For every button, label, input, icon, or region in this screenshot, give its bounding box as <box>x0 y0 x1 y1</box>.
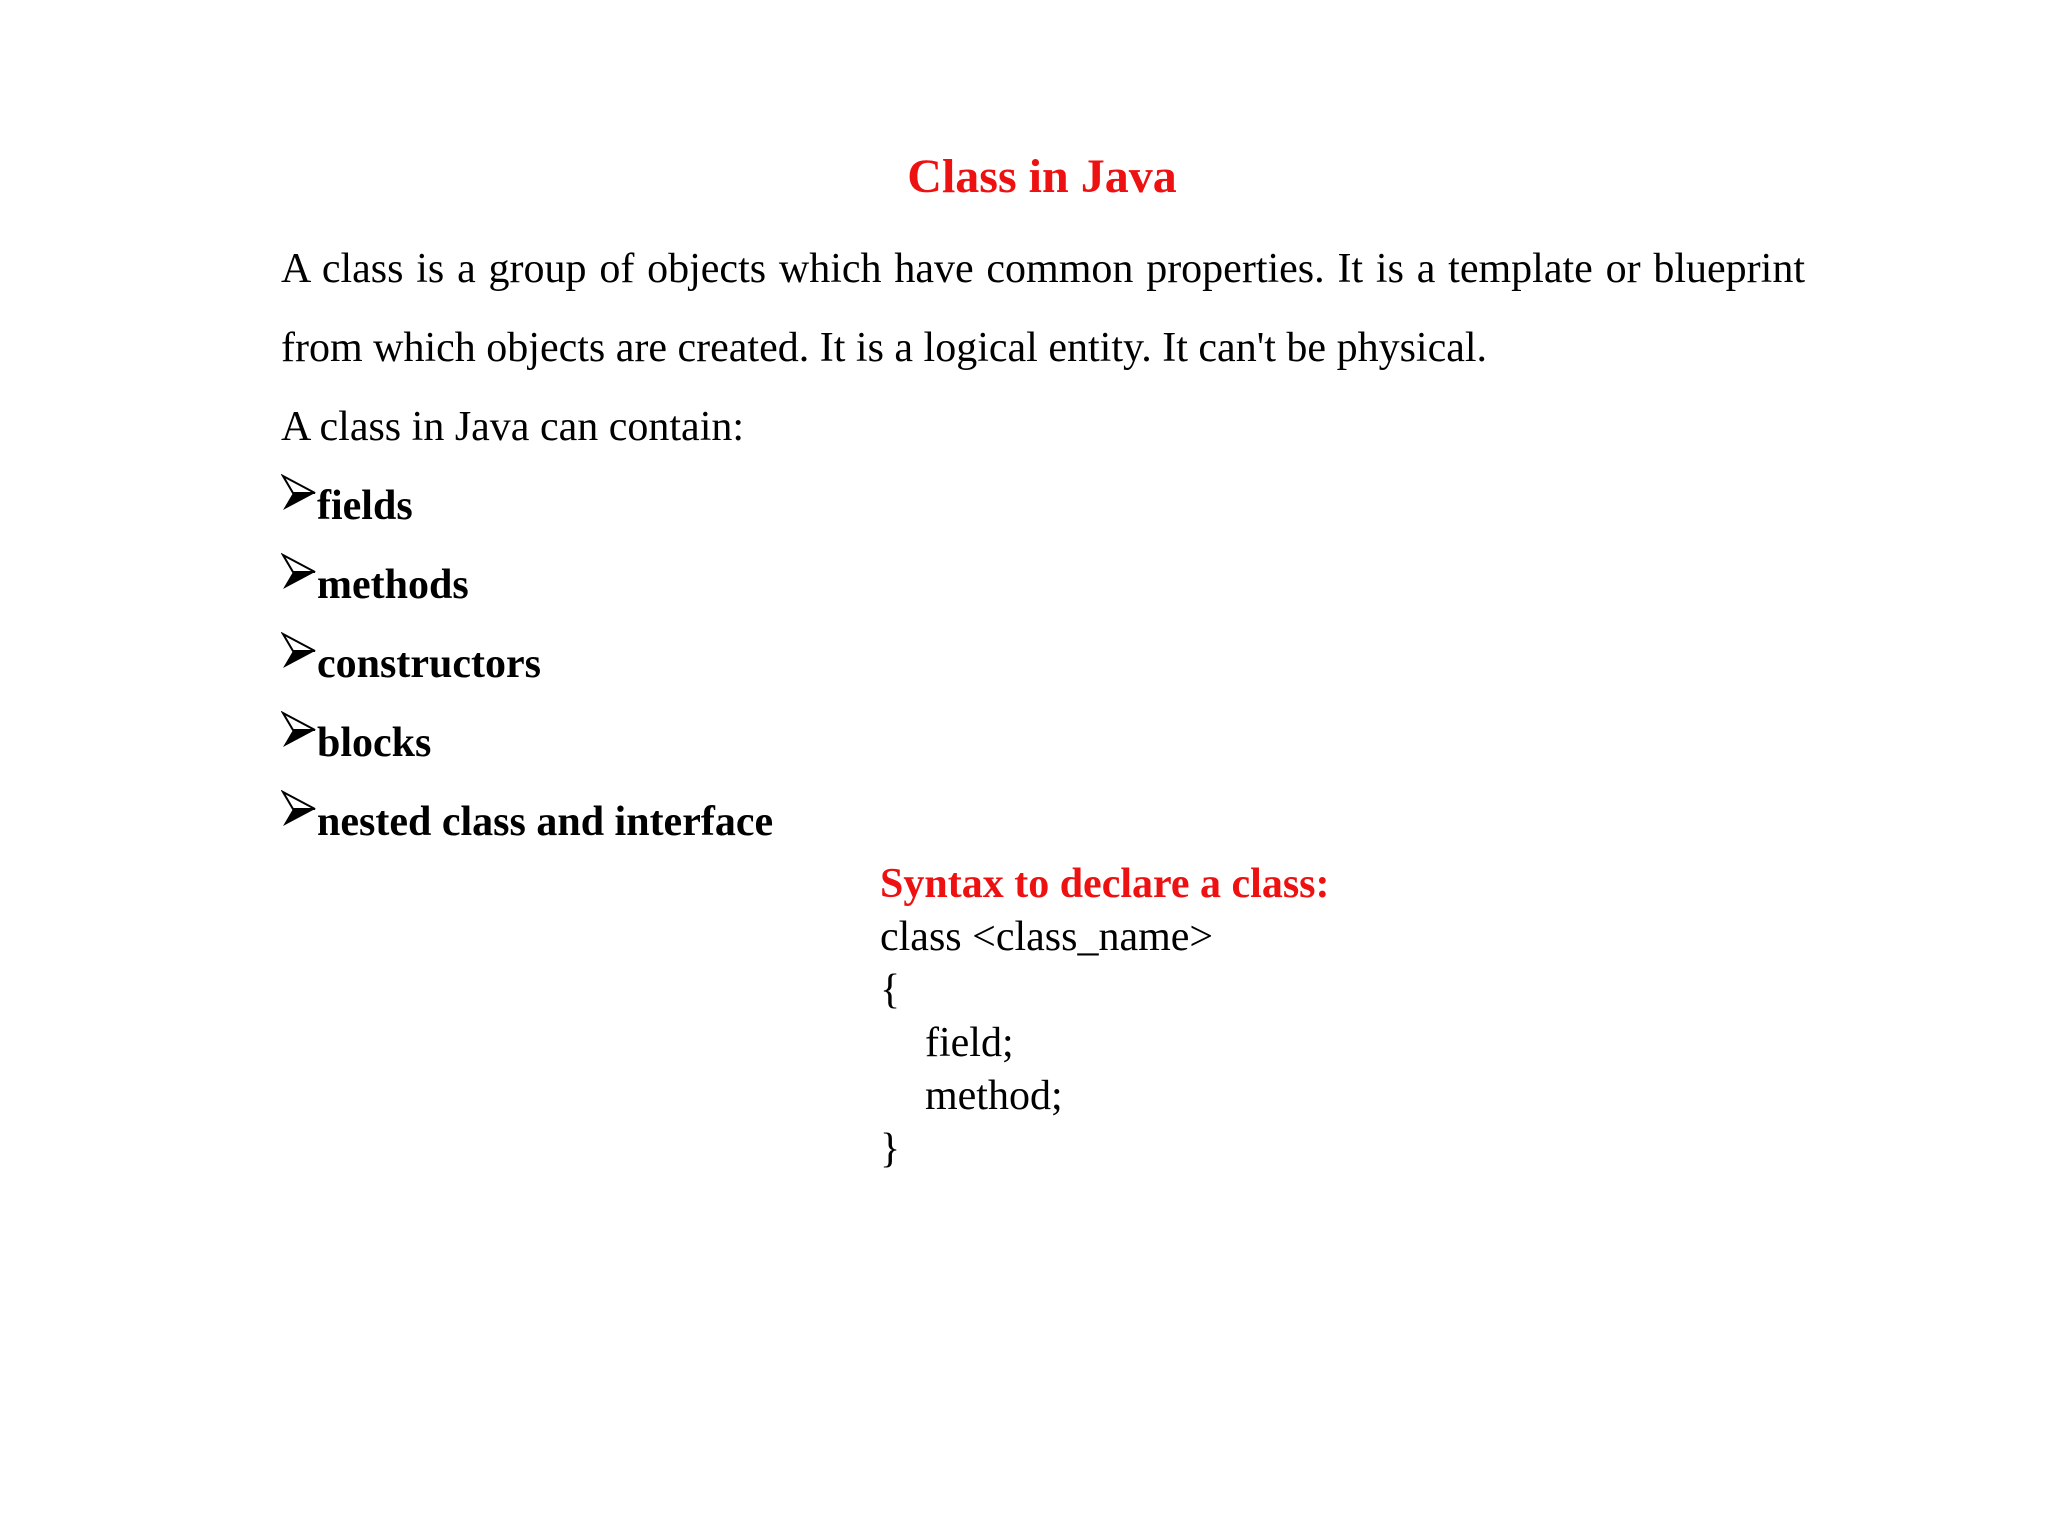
list-item <box>281 783 1805 862</box>
document-body <box>281 230 1805 862</box>
arrowhead-bullet-icon <box>281 474 317 512</box>
arrowhead-bullet-icon <box>281 790 317 828</box>
arrowhead-bullet-icon <box>281 711 317 749</box>
code-line: field; <box>925 1020 1014 1066</box>
code-line: } <box>880 1126 901 1172</box>
code-line: method; <box>925 1073 1063 1119</box>
arrowhead-bullet-icon <box>281 553 317 591</box>
list-item-label: blocks <box>317 720 432 766</box>
list-item-label: nested class and interface <box>317 799 774 845</box>
list-item <box>281 625 1805 704</box>
list-item <box>281 546 1805 625</box>
list-intro: A class in Java can contain: <box>281 404 745 450</box>
arrowhead-bullet-icon <box>281 632 317 670</box>
page-title: Class in Java <box>907 150 1177 203</box>
list-item-label: constructors <box>317 641 541 687</box>
list-item <box>281 467 1805 546</box>
syntax-block <box>880 858 1330 1176</box>
code-line: { <box>880 967 901 1013</box>
syntax-heading: Syntax to declare a class: <box>880 861 1330 907</box>
intro-paragraph: A class is a group of objects which have common properties. It is a template or blueprint from which objects are created. It is a logical entity. It can't be physical. <box>281 246 1805 371</box>
contents-list <box>281 467 1805 862</box>
list-item <box>281 704 1805 783</box>
code-line: class <class_name> <box>880 914 1214 960</box>
list-item-label: methods <box>317 562 469 608</box>
list-item-label: fields <box>317 483 413 529</box>
